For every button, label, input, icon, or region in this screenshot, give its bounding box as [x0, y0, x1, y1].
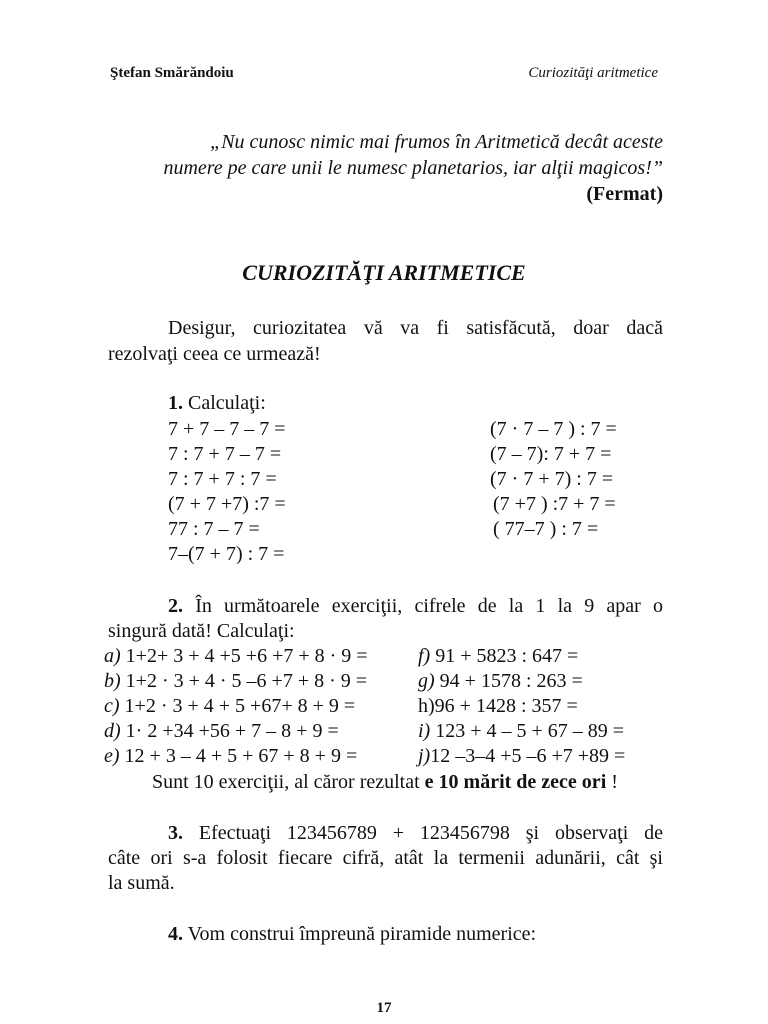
exercise-3-line-1 [168, 823, 663, 843]
item-expression: 12 + 3 – 4 + 5 + 67 + 8 + 9 = [119, 745, 358, 767]
section-title: CURIOZITĂŢI ARITMETICE [242, 260, 526, 285]
ex2-left-item [104, 721, 339, 741]
ex1-left-item: 7 + 7 – 7 – 7 = [168, 418, 286, 440]
exercise-4-line [168, 924, 536, 944]
note-text: Sunt 10 exerciţii, al căror rezultat [152, 771, 425, 793]
intro-line-2: rezolvaţi ceea ce urmează! [108, 343, 321, 365]
exercise-4-text: Vom construi împreună piramide numerice: [187, 923, 537, 945]
exercise-2-line-2: singură dată! Calculaţi: [108, 620, 295, 642]
page-number: 17 [376, 1000, 392, 1016]
item-letter: h) [418, 695, 435, 717]
quote-author: (Fermat) [586, 183, 663, 205]
ex2-left-item [104, 746, 357, 766]
ex1-left-item: 7 : 7 + 7 – 7 = [168, 443, 282, 465]
item-expression: 96 + 1428 : 357 = [434, 695, 578, 717]
item-expression: 123 + 4 – 5 + 67 – 89 = [430, 720, 625, 742]
item-expression: 1+2 · 3 + 4 + 5 +67+ 8 + 9 = [119, 695, 356, 717]
ex2-left-item [104, 646, 368, 666]
ex2-left-item [104, 696, 355, 716]
item-letter: a) [104, 645, 121, 667]
ex1-right-item: (7 – 7): 7 + 7 = [490, 443, 612, 465]
exercise-1-text: Calculaţi: [188, 392, 266, 414]
ex2-right-item [418, 721, 624, 741]
item-expression: 12 –3–4 +5 –6 +7 +89 = [430, 745, 626, 767]
intro-line-1: Desigur, curiozitatea vă va fi satisfăcută, doar dacă [168, 317, 663, 339]
exercise-1-number: 1. [168, 392, 183, 414]
ex1-left-item: 7 : 7 + 7 : 7 = [168, 468, 277, 490]
item-letter: f) [418, 645, 431, 667]
exercise-1-heading [168, 393, 266, 413]
item-expression: 94 + 1578 : 263 = [434, 670, 583, 692]
header-book-title: Curiozităţi aritmetice [528, 65, 658, 81]
ex1-right-item: (7 +7 ) :7 + 7 = [493, 493, 616, 515]
ex1-right-item: ( 77–7 ) : 7 = [493, 518, 599, 540]
ex1-left-item: 77 : 7 – 7 = [168, 518, 260, 540]
quote-line-2: numere pe care unii le numesc planetarios, iar alţii magicos!” [163, 157, 663, 179]
exercise-2-line-1 [168, 596, 663, 616]
exercise-2-note [152, 772, 618, 792]
item-letter: e) [104, 745, 120, 767]
exercise-4-number: 4. [168, 923, 183, 945]
exercise-3-text: Efectuaţi 123456789 + 123456798 şi observaţi de [198, 822, 663, 844]
item-letter: c) [104, 695, 120, 717]
item-expression: 1+2+ 3 + 4 +5 +6 +7 + 8 · 9 = [120, 645, 368, 667]
item-letter: b) [104, 670, 121, 692]
exercise-3-line-2: câte ori s-a folosit fiecare cifră, atât la termenii adunării, cât şi [108, 847, 663, 869]
ex1-left-item: 7–(7 + 7) : 7 = [168, 543, 285, 565]
exercise-3-number: 3. [168, 822, 183, 844]
ex1-left-item: (7 + 7 +7) :7 = [168, 493, 286, 515]
item-letter: g) [418, 670, 435, 692]
ex2-right-item [418, 696, 578, 716]
exercise-2-text: În următoarele exerciţii, cifrele de la 1 la 9 apar o [195, 595, 664, 617]
note-end: ! [606, 771, 618, 793]
ex2-left-item [104, 671, 367, 691]
exercise-2-number: 2. [168, 595, 183, 617]
ex1-right-item: (7 · 7 – 7 ) : 7 = [490, 418, 617, 440]
item-expression: 91 + 5823 : 647 = [430, 645, 579, 667]
ex2-right-item [418, 646, 578, 666]
quote-line-1: „Nu cunosc nimic mai frumos în Aritmetică decât aceste [210, 131, 663, 153]
item-letter: j) [418, 745, 431, 767]
header-author: Ştefan Smărăndoiu [110, 65, 234, 81]
item-letter: d) [104, 720, 121, 742]
ex2-right-item [418, 671, 583, 691]
item-expression: 1+2 · 3 + 4 · 5 –6 +7 + 8 · 9 = [120, 670, 368, 692]
ex2-right-item [418, 746, 625, 766]
note-bold-text: e 10 mărit de zece ori [424, 771, 607, 793]
item-letter: i) [418, 720, 431, 742]
ex1-right-item: (7 · 7 + 7) : 7 = [490, 468, 614, 490]
exercise-3-line-3: la sumă. [108, 872, 175, 894]
item-expression: 1· 2 +34 +56 + 7 – 8 + 9 = [120, 720, 339, 742]
